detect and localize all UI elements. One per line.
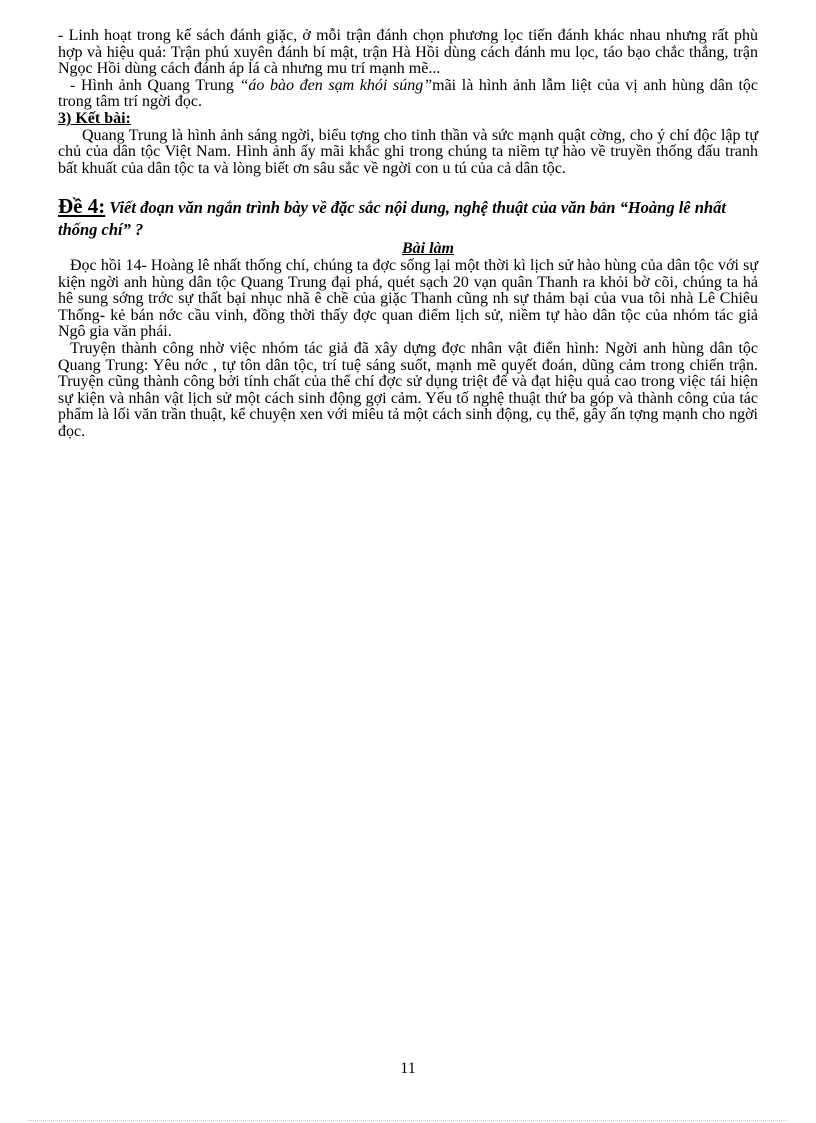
- de-4-prompt-block: [58, 195, 758, 241]
- bottom-divider: [28, 1120, 788, 1121]
- document-page: [58, 28, 758, 440]
- page-number: 11: [400, 1060, 416, 1077]
- bai-lam-heading: Bài làm: [401, 240, 454, 258]
- intro-paragraph-1: - Linh hoạt trong kế sách đánh giặc, ở mỗi trận đánh chọn phương lọc tiến đánh khác nhau nhưng rất phù hợp và hiệu quả: Trận phú xuyên đánh bí mật, trận Hà Hồi dùng cách đánh mu lọc, táo bạo chắc thắng, trận Ngọc Hồi dùng cách đánh áp lá cà nhưng mu trí mạnh mẽ...: [58, 27, 758, 78]
- bai-lam-paragraph-2: Truyện thành công nhờ việc nhóm tác giả đã xây dựng đợc nhân vật điển hình: Ngời anh hùng dân tộc Quang Trung: Yêu nớc , tự tôn dân tộc, trí tuệ sáng suốt, mạnh mẽ quyết đoán, dũng cảm trong chiến trận. Truyện cũng thành công bởi tính chất của thể chí đợc sử dụng triệt để và đạt hiệu quả cao trong việc tái hiện sự kiện và nhân vật lịch sử một cách sinh động gợi cảm. Yếu tố nghệ thuật thứ ba góp và thành công của tác phẩm là lối văn trần thuật, kể chuyện xen với miêu tả một cách sinh động, cụ thể, gây ấn tợng mạnh cho ngời đọc.: [58, 339, 758, 440]
- ket-bai-heading: 3) Kết bài:: [58, 109, 131, 127]
- bai-lam-paragraph-1: Đọc hồi 14- Hoàng lê nhất thống chí, chúng ta đợc sống lại một thời kì lịch sử hào hùng của dân tộc với sự kiện ngời anh hùng dân tộc Quang Trung đại phá, quét sạch 20 vạn quân Thanh ra khỏi bờ cõi, chúng ta hả hê sung sớng trớc sự thất bại nhục nhã ê chề của giặc Thanh cũng nh sự thảm bại của vua tôi nhà Lê Chiêu Thống- kẻ bán nớc cầu vinh, đồng thời thấy đợc quan điểm lịch sử, niềm tự hào dân tộc của nhóm tác giả Ngô gia văn phái.: [58, 256, 758, 341]
- intro-paragraph-2-prefix: - Hình ảnh Quang Trung: [70, 76, 240, 94]
- intro-paragraph-2: [58, 78, 758, 111]
- de-4-label: Đề 4:: [58, 194, 106, 219]
- intro-paragraph-2-suffix: mãi là hình ảnh lẫm liệt của vị anh hùng dân tộc trong tâm trí ngời đọc.: [58, 76, 758, 111]
- intro-quote: “áo bào đen sạm khói súng”: [239, 76, 433, 94]
- ket-bai-paragraph: Quang Trung là hình ảnh sáng ngời, biểu tợng cho tinh thần và sức mạnh quật cờng, cho ý chí độc lập tự chủ của dân tộc Việt Nam. Hình ảnh ấy mãi khắc ghi trong chúng ta niềm tự hào về truyền thống đấu tranh bất khuất của dân tộc ta và lòng biết ơn sâu sắc về ngời con u tú của cả dân tộc.: [58, 126, 758, 177]
- de-4-prompt: Viết đoạn văn ngắn trình bày về đặc sắc nội dung, nghệ thuật của văn bản “Hoàng lê nhất thống chí” ?: [58, 198, 726, 240]
